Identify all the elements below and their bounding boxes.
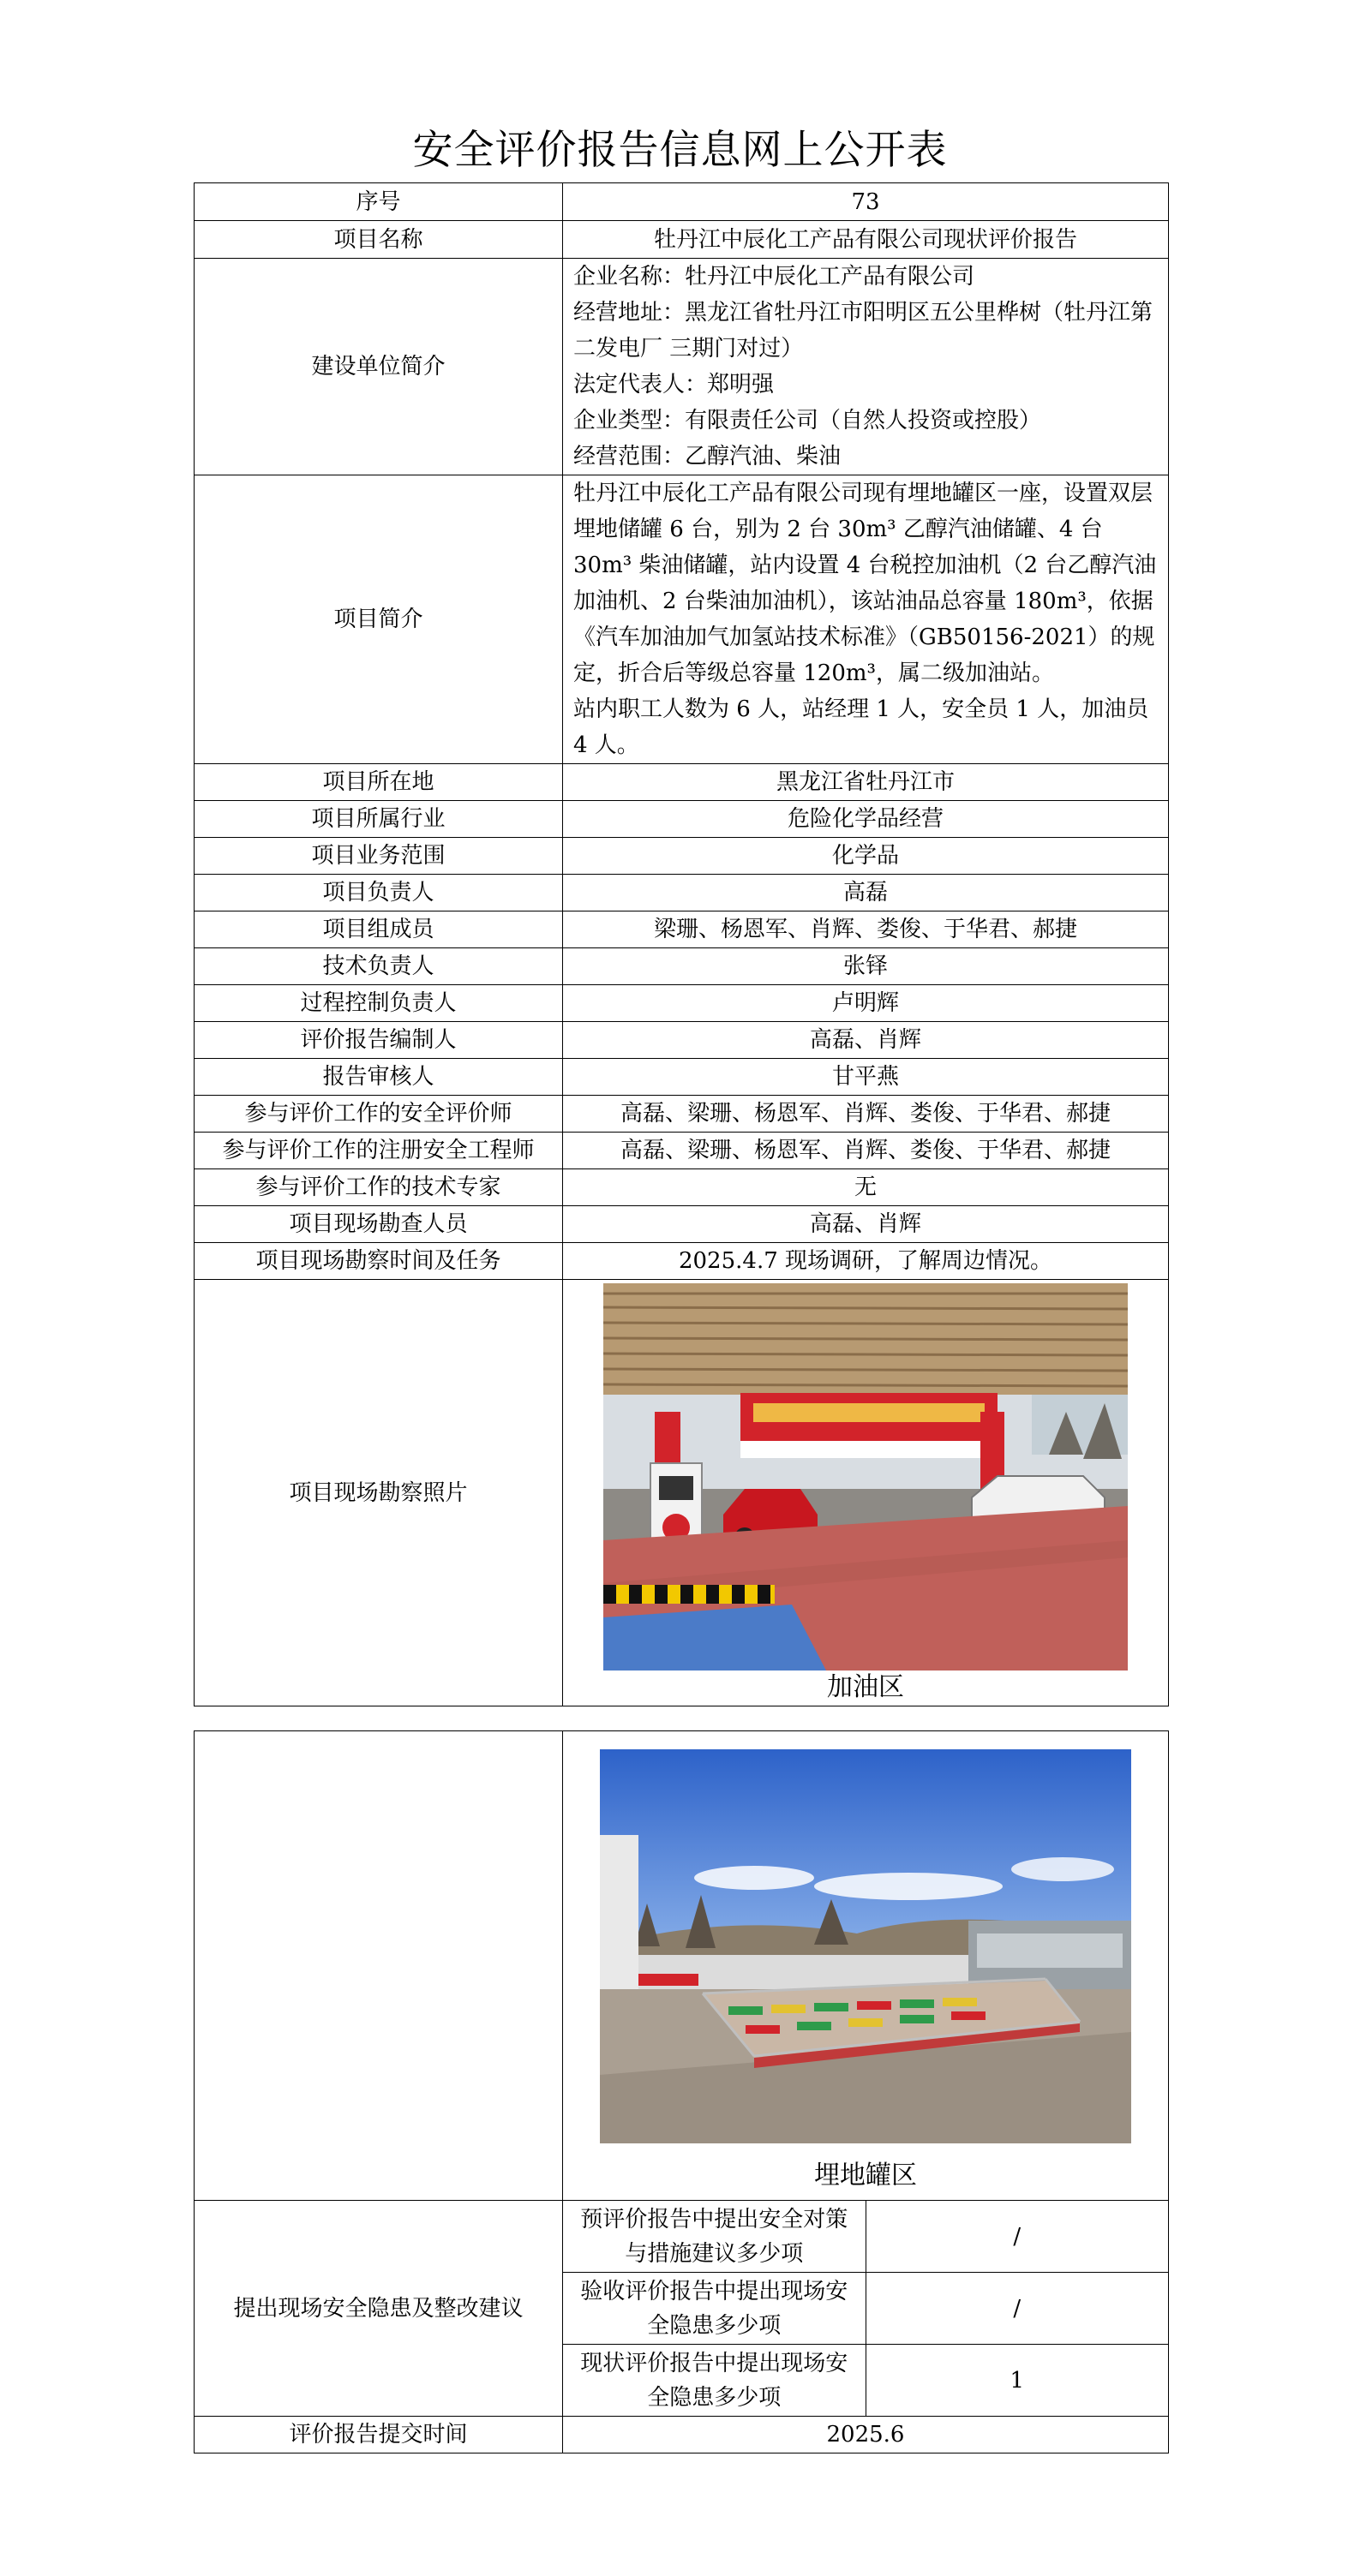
row-label: 项目简介 — [195, 475, 563, 764]
table-row — [195, 911, 1169, 948]
row-label: 评价报告编制人 — [195, 1022, 563, 1059]
hazard-answer: 1 — [866, 2345, 1169, 2417]
hazard-question: 现状评价报告中提出现场安全隐患多少项 — [563, 2345, 866, 2417]
table-row — [195, 985, 1169, 1022]
photo-cell — [563, 1731, 1169, 2201]
row-value: 化学品 — [563, 838, 1169, 875]
unit-intro-line: 企业类型：有限责任公司（自然人投资或控股） — [573, 408, 1042, 433]
row-value: 危险化学品经营 — [563, 801, 1169, 838]
table-row — [195, 1133, 1169, 1169]
row-label: 参与评价工作的安全评价师 — [195, 1096, 563, 1133]
unit-intro-line: 经营地址：黑龙江省牡丹江市阳明区五公里桦树（牡丹江第二发电厂 三期门对过） — [573, 300, 1153, 362]
empty-label-cell — [195, 1731, 563, 2201]
page-title: 安全评价报告信息网上公开表 — [412, 127, 948, 174]
row-label: 报告审核人 — [195, 1059, 563, 1096]
row-value: 高磊 — [563, 875, 1169, 911]
table-row — [195, 1206, 1169, 1243]
row-label: 技术负责人 — [195, 948, 563, 985]
row-label: 参与评价工作的注册安全工程师 — [195, 1133, 563, 1169]
project-intro-cell — [563, 475, 1169, 764]
row-value: 高磊、梁珊、杨恩军、肖辉、娄俊、于华君、郝捷 — [563, 1133, 1169, 1169]
info-table — [194, 182, 1169, 1706]
row-label: 过程控制负责人 — [195, 985, 563, 1022]
unit-intro-line: 企业名称：牡丹江中辰化工产品有限公司 — [573, 264, 975, 290]
row-value: 无 — [563, 1169, 1169, 1206]
tank-area-caption: 埋地罐区 — [814, 2161, 917, 2190]
table-row — [195, 1243, 1169, 1280]
table-row — [195, 838, 1169, 875]
row-value: 梁珊、杨恩军、肖辉、娄俊、于华君、郝捷 — [563, 911, 1169, 948]
row-value: 2025.6 — [563, 2417, 1169, 2453]
fuel-area-caption: 加油区 — [827, 1672, 904, 1702]
table-row — [195, 475, 1169, 764]
info-table-continued — [194, 1730, 1169, 2453]
row-value: 牡丹江中辰化工产品有限公司现状评价报告 — [563, 221, 1169, 259]
tank-area-photo — [600, 1749, 1131, 2143]
row-label: 评价报告提交时间 — [195, 2417, 563, 2453]
unit-intro-cell — [563, 259, 1169, 475]
hazard-answer: / — [866, 2201, 1169, 2273]
row-value: 73 — [563, 183, 1169, 221]
table-row — [195, 1280, 1169, 1706]
row-label: 项目组成员 — [195, 911, 563, 948]
table-row — [195, 1731, 1169, 2201]
hazard-answer: / — [866, 2273, 1169, 2345]
table-row — [195, 2201, 1169, 2273]
photo-cell — [563, 1280, 1169, 1706]
table-row — [195, 183, 1169, 221]
row-label: 建设单位简介 — [195, 259, 563, 475]
hazard-question: 验收评价报告中提出现场安全隐患多少项 — [563, 2273, 866, 2345]
table-row — [195, 875, 1169, 911]
row-value: 甘平燕 — [563, 1059, 1169, 1096]
row-value: 高磊、肖辉 — [563, 1022, 1169, 1059]
row-value: 2025.4.7 现场调研，了解周边情况。 — [563, 1243, 1169, 1280]
project-intro-paragraph: 牡丹江中辰化工产品有限公司现有埋地罐区一座，设置双层埋地储罐 6 台，别为 2 台 30m³ 乙醇汽油储罐、4 台 30m³ 柴油储罐，站内设置 4 台税控加油机（2 台乙醇汽油加油机、2 台柴油加油机），该站油品总容量 180m³，依据《汽车加油加气加氢站技术标准》（GB50156-2021）的规定，折合后等级总容量 120m³，属二级加油站。 — [573, 481, 1157, 686]
row-value: 高磊、梁珊、杨恩军、肖辉、娄俊、于华君、郝捷 — [563, 1096, 1169, 1133]
row-value: 张铎 — [563, 948, 1169, 985]
row-label: 项目所在地 — [195, 764, 563, 801]
row-value: 黑龙江省牡丹江市 — [563, 764, 1169, 801]
table-row — [195, 1169, 1169, 1206]
project-intro-paragraph: 站内职工人数为 6 人，站经理 1 人，安全员 1 人，加油员 4 人。 — [573, 696, 1149, 758]
table-row — [195, 1059, 1169, 1096]
row-value: 卢明辉 — [563, 985, 1169, 1022]
table-row — [195, 948, 1169, 985]
hazard-question: 预评价报告中提出安全对策与措施建议多少项 — [563, 2201, 866, 2273]
row-label: 参与评价工作的技术专家 — [195, 1169, 563, 1206]
row-label: 项目现场勘察照片 — [195, 1280, 563, 1706]
row-label: 项目现场勘察时间及任务 — [195, 1243, 563, 1280]
row-label: 序号 — [195, 183, 563, 221]
table-row — [195, 1096, 1169, 1133]
table-row — [195, 764, 1169, 801]
row-label: 提出现场安全隐患及整改建议 — [195, 2201, 563, 2417]
row-label: 项目现场勘查人员 — [195, 1206, 563, 1243]
row-label: 项目所属行业 — [195, 801, 563, 838]
table-row — [195, 221, 1169, 259]
table-row — [195, 2417, 1169, 2453]
fuel-area-photo — [603, 1283, 1128, 1671]
unit-intro-line: 法定代表人：郑明强 — [573, 372, 775, 397]
table-row — [195, 801, 1169, 838]
row-label: 项目负责人 — [195, 875, 563, 911]
table-row — [195, 259, 1169, 475]
table-row — [195, 1022, 1169, 1059]
unit-intro-line: 经营范围：乙醇汽油、柴油 — [573, 444, 842, 469]
row-label: 项目业务范围 — [195, 838, 563, 875]
row-value: 高磊、肖辉 — [563, 1206, 1169, 1243]
row-label: 项目名称 — [195, 221, 563, 259]
